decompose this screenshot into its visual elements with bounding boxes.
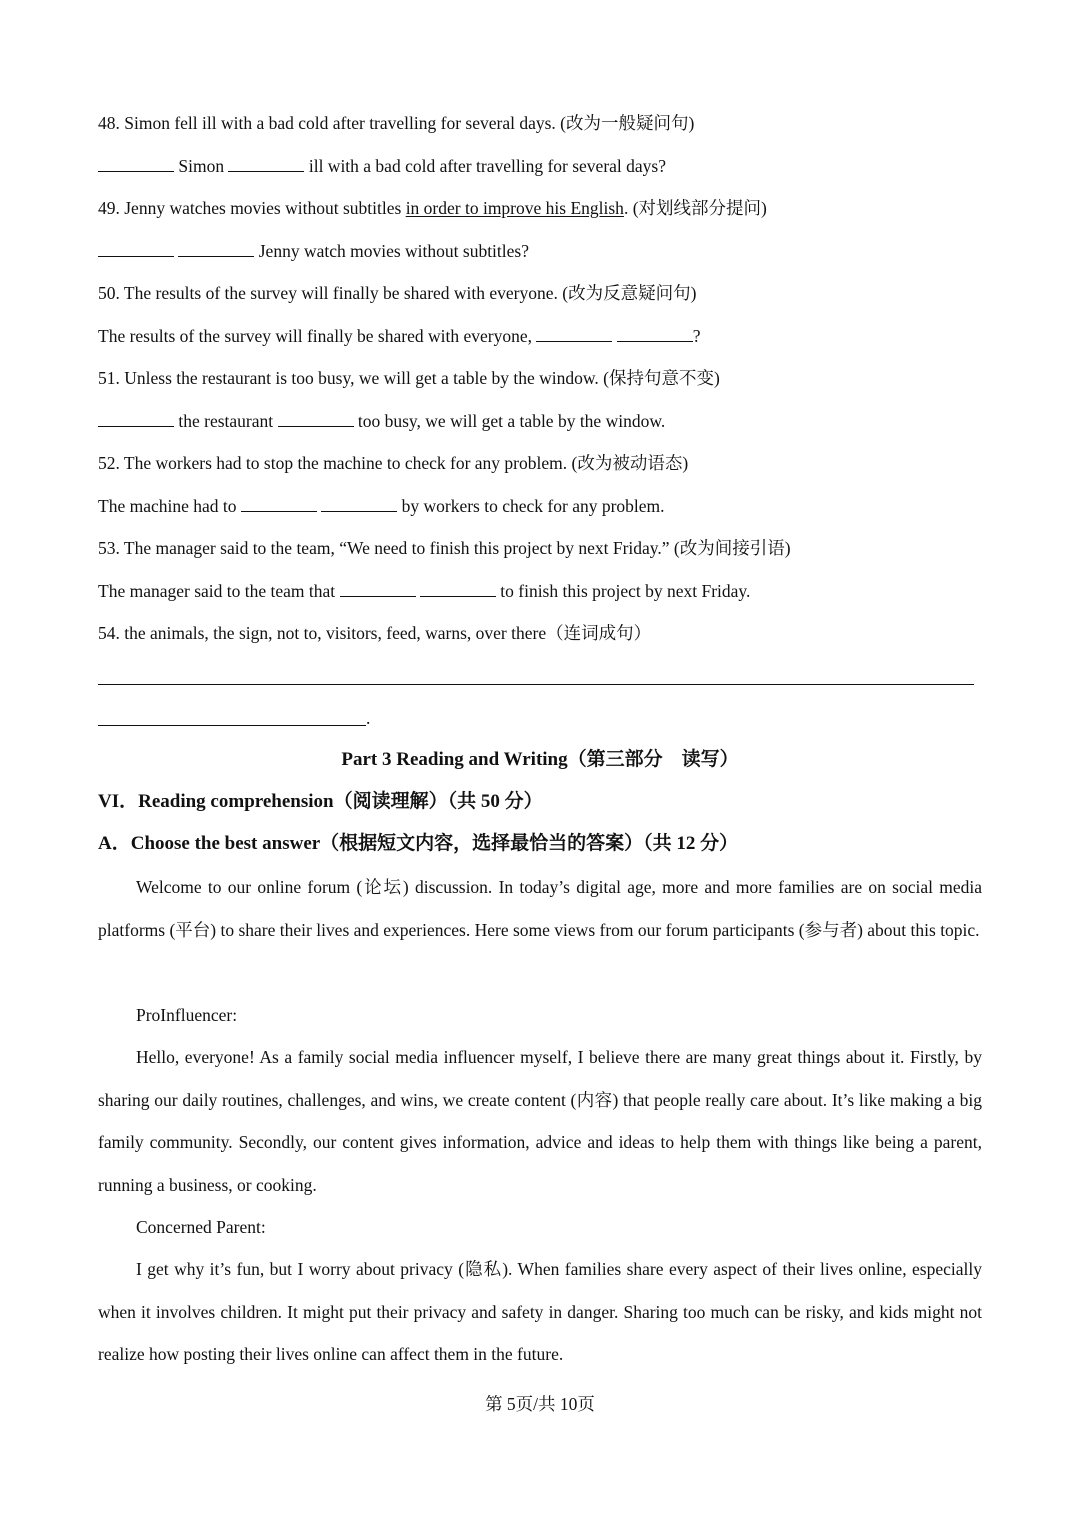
question-52-answer [98, 494, 982, 518]
answer-blank[interactable] [420, 581, 496, 597]
answer-line-short[interactable] [98, 725, 366, 726]
question-54-prompt: 54. the animals, the sign, not to, visitors, feed, warns, over there（连词成句） [98, 623, 652, 643]
answer-blank[interactable] [98, 156, 174, 172]
part-3-heading: Part 3 Reading and Writing（第三部分 读写） [341, 749, 739, 770]
answer-blank[interactable] [321, 496, 397, 512]
answer-blank[interactable] [228, 156, 304, 172]
question-48-answer [98, 154, 982, 178]
passage-paragraph-1: Hello, everyone! As a family social media influencer myself, I believe there are many great things about it. Firstly, by sharing our daily routines, challenges, and wins, we create content (内容) that people really care about. It’s like making a big family community. Secondly, our content gives information, advice and ideas to help them with things like being a parent, running a business, or cooking. [98, 1047, 982, 1195]
answer-text: ill with a bad cold after travelling for several days? [308, 156, 666, 176]
answer-text: The results of the survey will finally be shared with everyone, [98, 326, 532, 346]
question-51-prompt: 51. Unless the restaurant is too busy, we will get a table by the window. (保持句意不变) [98, 368, 720, 388]
answer-text: The machine had to [98, 496, 237, 516]
speaker-concerned-parent: Concerned Parent: [136, 1217, 266, 1237]
question-52-prompt: 52. The workers had to stop the machine to check for any problem. (改为被动语态) [98, 453, 689, 473]
answer-blank[interactable] [178, 241, 254, 257]
answer-text: Simon [178, 156, 225, 176]
question-50-prompt: 50. The results of the survey will finally be shared with everyone. (改为反意疑问句) [98, 283, 697, 303]
answer-blank[interactable] [241, 496, 317, 512]
question-49-answer [98, 239, 982, 263]
section-vi-heading: VI．Reading comprehension（阅读理解）（共 50 分） [98, 791, 543, 812]
answer-blank[interactable] [278, 411, 354, 427]
prompt-text: 49. Jenny watches movies without subtitles [98, 198, 406, 218]
answer-blank[interactable] [340, 581, 416, 597]
answer-text: ? [692, 326, 701, 346]
speaker-proinfluencer: ProInfluencer: [136, 1005, 238, 1025]
question-53-answer [98, 579, 982, 603]
answer-blank[interactable] [98, 411, 174, 427]
page-number-footer: 第 5页/共 10页 [485, 1394, 595, 1414]
passage-paragraph-2: I get why it’s fun, but I worry about privacy (隐私). When families share every aspect of their lives online, especially when it involves children. It might put their privacy and safety in danger. Sharing too much can be risky, and kids might not realize how posting their lives online can affect them in the future. [98, 1259, 982, 1364]
question-48-prompt: 48. Simon fell ill with a bad cold after travelling for several days. (改为一般疑问句) [98, 113, 695, 133]
answer-text: The manager said to the team that [98, 581, 336, 601]
sentence-end-mark: . [366, 708, 371, 728]
answer-blank[interactable] [536, 326, 612, 342]
answer-text: Jenny watch movies without subtitles? [258, 241, 529, 261]
question-51-answer [98, 409, 982, 433]
answer-text: to finish this project by next Friday. [500, 581, 751, 601]
answer-text: the restaurant [178, 411, 274, 431]
underlined-phrase: in order to improve his English [405, 198, 624, 218]
answer-blank[interactable] [617, 326, 693, 342]
answer-text: by workers to check for any problem. [401, 496, 665, 516]
answer-text: too busy, we will get a table by the window. [357, 411, 666, 431]
question-49-prompt [98, 196, 982, 220]
answer-blank[interactable] [98, 241, 174, 257]
prompt-text: . (对划线部分提问) [623, 198, 767, 218]
question-53-prompt: 53. The manager said to the team, “We need to finish this project by next Friday.” (改为间接引语) [98, 538, 791, 558]
question-50-answer [98, 324, 982, 348]
section-a-heading: A．Choose the best answer（根据短文内容，选择最恰当的答案）（共 12 分） [98, 833, 739, 854]
answer-line-long[interactable] [98, 684, 974, 685]
passage-intro: Welcome to our online forum (论坛) discussion. In today’s digital age, more and more families are on social media platforms (平台) to share their lives and experiences. Here some views from our forum participants (参与者) about this topic. [98, 877, 982, 940]
